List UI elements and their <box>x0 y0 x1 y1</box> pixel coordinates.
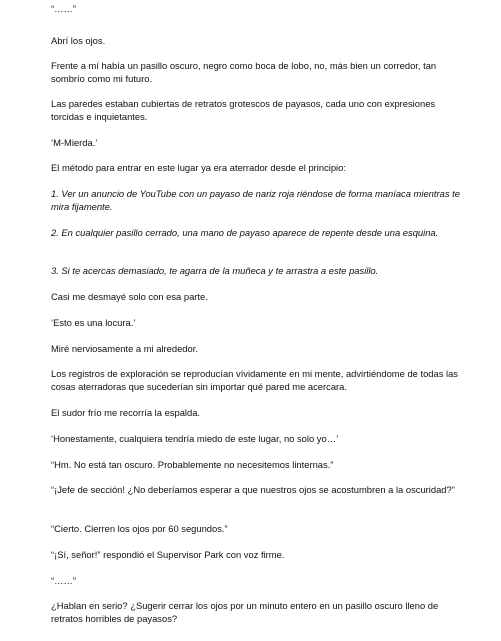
paragraph-sweat: El sudor frío me recorría la espalda. <box>51 407 201 418</box>
paragraph-ellipsis-2: “……” <box>51 575 76 586</box>
paragraph-serious: ¿Hablan en serio? ¿Sugerir cerrar los ojos por un minuto entero en un pasillo oscuro lleno de retratos horribles de payasos? <box>51 600 439 624</box>
paragraph-not-dark: “Hm. No está tan oscuro. Probablemente no necesitemos linternas.” <box>51 459 334 470</box>
paragraph-looked-around: Miré nerviosamente a mi alrededor. <box>51 343 198 354</box>
list-item-3: 3. Si te acercas demasiado, te agarra de la muñeca y te arrastra a este pasillo. <box>51 265 379 276</box>
paragraph-records: Los registros de exploración se reproducían vívidamente en mi mente, advirtiéndome de todas las cosas aterradoras que sucederían sin importar qué pared me acercara. <box>51 368 458 392</box>
paragraph-locura: ‘Esto es una locura.’ <box>51 317 136 328</box>
paragraph-mierda: ‘M-Mierda.’ <box>51 137 98 148</box>
paragraph-opened-eyes: Abrí los ojos. <box>51 35 106 46</box>
paragraph-section-chief: “¡Jefe de sección! ¿No deberíamos esperar a que nuestros ojos se acostumbren a la oscuridad?” <box>51 484 455 495</box>
paragraph-fainted: Casi me desmayé solo con esa parte. <box>51 291 208 302</box>
paragraph-honestly: ‘Honestamente, cualquiera tendría miedo de este lugar, no solo yo…’ <box>51 433 339 444</box>
paragraph-close-eyes: “Cierto. Cierren los ojos por 60 segundos.” <box>51 523 228 534</box>
paragraph-corridor: Frente a mí había un pasillo oscuro, negro como boca de lobo, no, más bien un corredor, tan sombrío como mi futuro. <box>51 60 437 84</box>
paragraph-ellipsis-1: “……” <box>51 3 76 14</box>
list-item-1: 1. Ver un anuncio de YouTube con un payaso de nariz roja riéndose de forma maníaca mientras te mira fijamente. <box>51 188 460 212</box>
paragraph-yes-sir: “¡Sí, señor!” respondió el Supervisor Park con voz firme. <box>51 549 285 560</box>
list-item-2: 2. En cualquier pasillo cerrado, una mano de payaso aparece de repente desde una esquina. <box>51 227 439 238</box>
paragraph-method: El método para entrar en este lugar ya era aterrador desde el principio: <box>51 162 346 173</box>
paragraph-walls: Las paredes estaban cubiertas de retratos grotescos de payasos, cada uno con expresiones torcidas e inquietantes. <box>51 98 436 122</box>
